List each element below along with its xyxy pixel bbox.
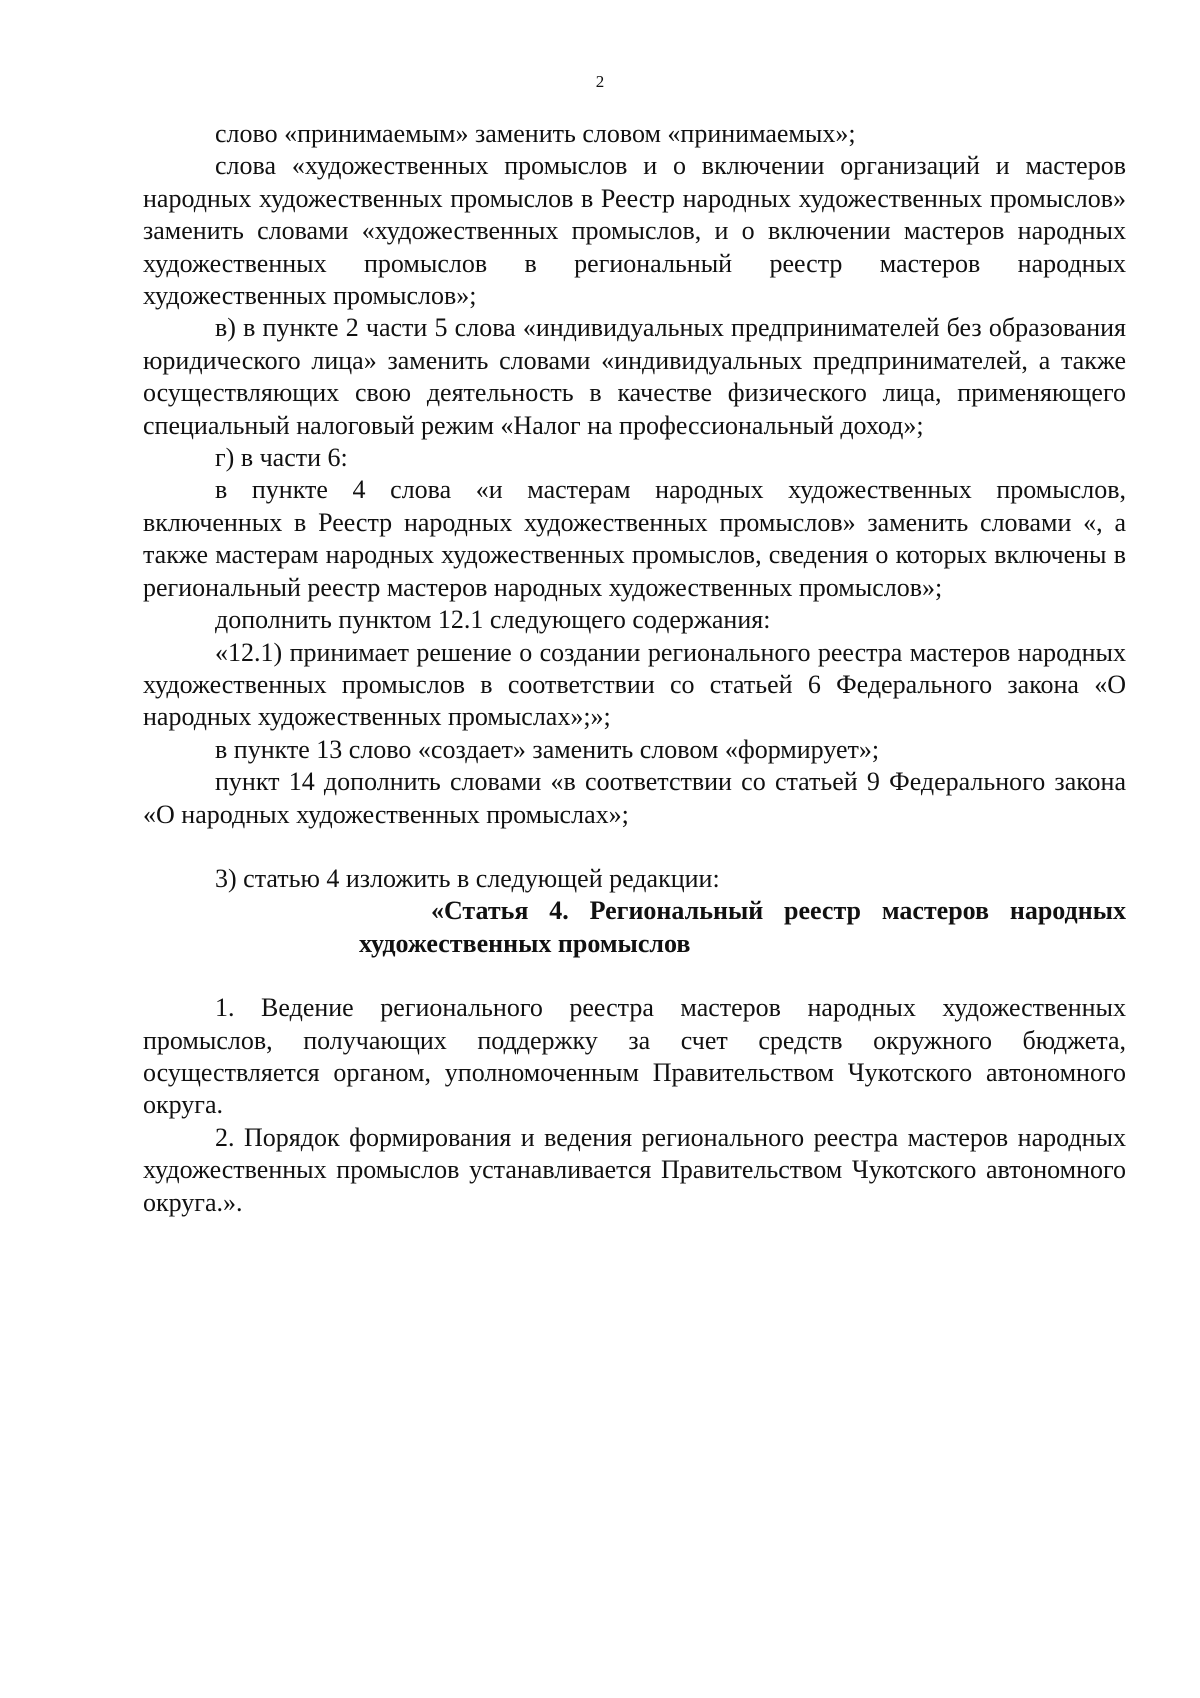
paragraph: в пункте 4 слова «и мастерам народных художественных промыслов, включенных в Реестр народных художественных промыслов» заменить словами «, а также мастерам народных художественных промыслов, сведения о которых включены в региональный реестр мастеров народных художественных промыслов»; bbox=[143, 475, 1126, 602]
paragraph: г) в части 6: bbox=[215, 443, 348, 473]
paragraph: «12.1) принимает решение о создании регионального реестра мастеров народных художественных промыслов в соответствии со статьей 6 Федерального закона «О народных художественных промыслах»;»; bbox=[143, 637, 1126, 732]
article-heading: «Статья 4. Региональный реестр мастеров народных художественных промыслов bbox=[359, 896, 1126, 958]
paragraph: пункт 14 дополнить словами «в соответствии со статьей 9 Федерального закона «О народных художественных промыслах»; bbox=[143, 767, 1126, 829]
paragraph: в) в пункте 2 части 5 слова «индивидуальных предпринимателей без образования юридического лица» заменить словами «индивидуальных предпринимателей, а также осуществляющих свою деятельность в качестве физического лица, применяющего специальный налоговый режим «Налог на профессиональный доход»; bbox=[143, 313, 1126, 440]
paragraph: дополнить пунктом 12.1 следующего содержания: bbox=[215, 605, 771, 635]
paragraph: слова «художественных промыслов и о включении организаций и мастеров народных художественных промыслов в Реестр народных художественных промыслов» заменить словами «художественных промыслов, и о включении мастеров народных художественных промыслов в региональный реестр мастеров народных художественных промыслов»; bbox=[143, 151, 1126, 311]
paragraph: слово «принимаемым» заменить словом «принимаемых»; bbox=[215, 119, 856, 148]
paragraph: 1. Ведение регионального реестра мастеров народных художественных промыслов, получающих поддержку за счет средств окружного бюджета, осуществляется органом, уполномоченным Правительством Чукотского автономного округа. bbox=[143, 993, 1126, 1120]
document-body bbox=[143, 118, 1126, 1219]
paragraph: в пункте 13 слово «создает» заменить словом «формирует»; bbox=[215, 734, 880, 764]
paragraph: 2. Порядок формирования и ведения регионального реестра мастеров народных художественных промыслов устанавливается Правительством Чукотского автономного округа.». bbox=[143, 1122, 1126, 1217]
page-number: 2 bbox=[595, 72, 605, 91]
paragraph-intro: 3) статью 4 изложить в следующей редакции: bbox=[215, 863, 720, 893]
spacer bbox=[143, 960, 1126, 992]
spacer bbox=[143, 831, 1126, 863]
